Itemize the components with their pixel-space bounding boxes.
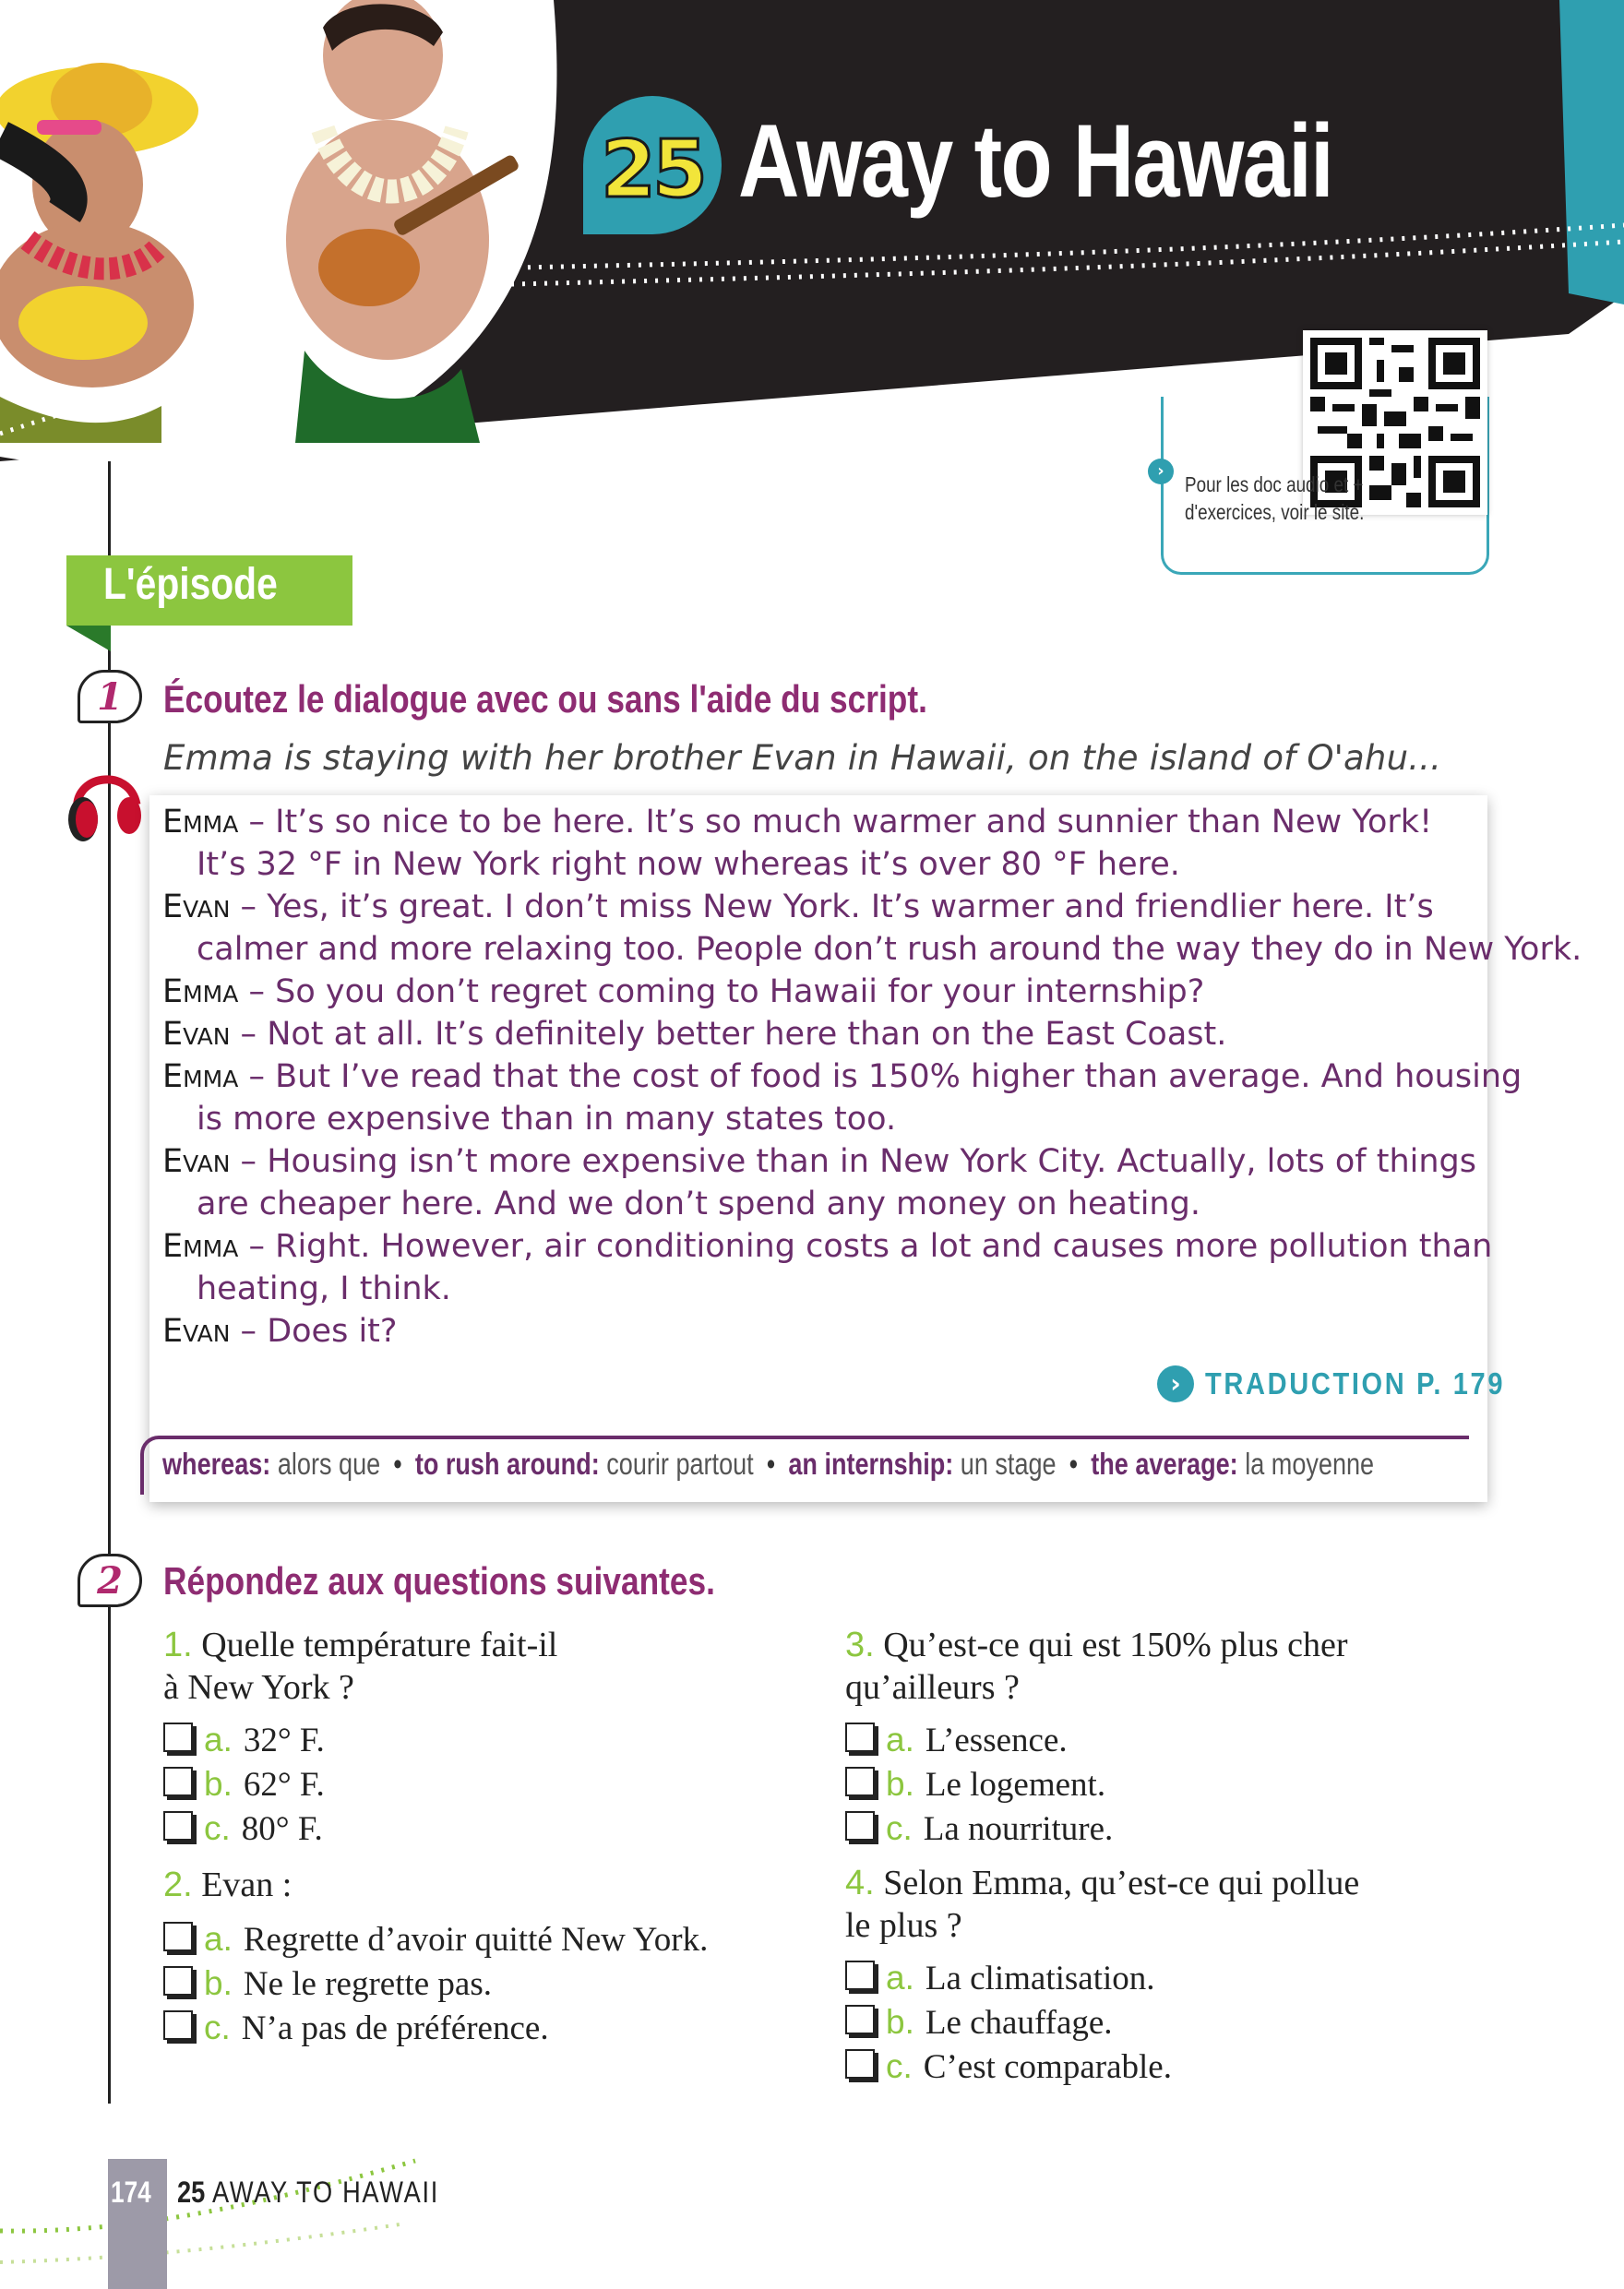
lesson-number-badge: [583, 96, 722, 234]
speaker: Emma: [162, 804, 239, 840]
dialogue-text: Not at all. It’s definitely better here than on the East Coast.: [267, 1016, 1227, 1053]
dialogue-line: Emma – It’s so nice to be here. It’s so much warmer and sunnier than New York!: [162, 804, 1433, 840]
dialogue-line: [162, 1183, 1491, 1225]
translation-link[interactable]: [1157, 1364, 1546, 1404]
option-letter: c.: [204, 2009, 231, 2046]
lesson-number: 25: [601, 124, 704, 216]
qr-note-text: Pour les doc audio et + d'exercices, voir le site.: [1185, 472, 1365, 524]
dialogue-text: calmer and more relaxing too. People don’t rush around the way they do in New York.: [197, 931, 1582, 968]
dialogue-text: It’s 32 °F in New York right now whereas it’s over 80 °F here.: [197, 846, 1180, 883]
dialogue-line: [162, 1268, 1491, 1310]
speaker: Emma: [162, 1228, 239, 1265]
speaker: Evan: [162, 888, 231, 925]
speaker: Evan: [162, 1016, 231, 1053]
option-letter: c.: [886, 1809, 913, 1847]
question-number: 1.: [163, 1626, 193, 1664]
speaker: Evan: [162, 1313, 231, 1350]
answer-option: [845, 1718, 1510, 1762]
checkbox[interactable]: [163, 1723, 193, 1752]
section-label: L'épisode: [103, 560, 278, 609]
glossary-def: un stage: [960, 1447, 1057, 1481]
option-text: Regrette d’avoir quitté New York.: [243, 1920, 709, 1959]
glossary-term: whereas:: [162, 1447, 271, 1481]
question-3: [845, 1624, 1510, 1851]
glossary-def: la moyenne: [1245, 1447, 1375, 1481]
question-line: Evan :: [201, 1866, 293, 1904]
option-text: 62° F.: [243, 1765, 325, 1804]
exercise-1-number-text: 1: [97, 674, 123, 719]
answer-option: [163, 1961, 809, 2006]
question-line: Qu’est-ce qui est 150% plus cher: [883, 1626, 1348, 1664]
question-4: [845, 1862, 1510, 2089]
dialogue-text: are cheaper here. And we don’t spend any money on heating.: [197, 1186, 1200, 1222]
exercise-2-instruction: Répondez aux questions suivantes.: [163, 1559, 715, 1603]
dialogue-text: So you don’t regret coming to Hawaii for your internship?: [275, 973, 1205, 1010]
section-tab-fold: [66, 626, 111, 651]
answer-option: [845, 1806, 1510, 1851]
answer-option: [845, 1762, 1510, 1806]
exercise-2-number-text: 2: [97, 1558, 123, 1603]
checkbox[interactable]: [163, 1811, 193, 1841]
answer-option: [163, 1718, 809, 1762]
option-text: L’essence.: [925, 1721, 1068, 1759]
dialogue-text: But I’ve read that the cost of food is 150% higher than average. And housing: [275, 1058, 1522, 1095]
option-text: Le logement.: [925, 1765, 1106, 1804]
question-text: [845, 1624, 1510, 1666]
page-number: 174: [111, 2176, 151, 2209]
dialogue-intro: Emma is staying with her brother Evan in Hawaii, on the island of O'ahu...: [163, 738, 1442, 778]
checkbox[interactable]: [845, 1811, 875, 1841]
checkbox[interactable]: [163, 1922, 193, 1951]
dialogue-text: Yes, it’s great. I don’t miss New York. It’s warmer and friendlier here. It’s: [267, 888, 1434, 925]
option-text: N’a pas de préférence.: [241, 2009, 549, 2047]
option-letter: b.: [204, 1765, 233, 1803]
answer-option: [163, 1762, 809, 1806]
question-text: [845, 1862, 1510, 1904]
checkbox[interactable]: [845, 1961, 875, 1990]
checkbox[interactable]: [845, 1767, 875, 1796]
checkbox[interactable]: [845, 2049, 875, 2079]
option-letter: c.: [204, 1809, 231, 1847]
option-letter: a.: [886, 1721, 914, 1758]
question-line: qu’ailleurs ?: [845, 1668, 1020, 1707]
question-line: à New York ?: [163, 1668, 354, 1707]
glossary-term: an internship:: [788, 1447, 954, 1481]
glossary-term: to rush around:: [414, 1447, 600, 1481]
speaker: Evan: [162, 1143, 231, 1180]
glossary-def: courir partout: [606, 1447, 754, 1481]
option-text: 80° F.: [241, 1809, 323, 1848]
option-letter: a.: [204, 1920, 233, 1958]
dialogue-line: [162, 843, 1491, 886]
dialogue-line: Evan – Does it?: [162, 1313, 398, 1350]
checkbox[interactable]: [845, 2005, 875, 2034]
option-letter: a.: [204, 1721, 233, 1758]
translation-link-label: TRADUCTION P. 179: [1205, 1366, 1506, 1401]
glossary-term: the average:: [1091, 1447, 1238, 1481]
footer-lesson-number: 25: [177, 2176, 206, 2209]
dialogue-line: Evan – Not at all. It’s definitely better here than on the East Coast.: [162, 1016, 1227, 1053]
question-line: le plus ?: [845, 1906, 962, 1945]
question-number: 3.: [845, 1626, 875, 1664]
checkbox[interactable]: [163, 1966, 193, 1996]
option-letter: a.: [886, 1959, 914, 1997]
option-text: La climatisation.: [925, 1959, 1155, 1997]
question-text: [163, 1624, 809, 1666]
option-text: 32° F.: [243, 1721, 325, 1759]
answer-option: [163, 1806, 809, 1851]
exercise-1-number: [78, 670, 142, 723]
speaker: Emma: [162, 1058, 239, 1095]
dialogue-text: Right. However, air conditioning costs a lot and causes more pollution than: [275, 1228, 1493, 1265]
arrow-icon: ›: [1157, 1365, 1194, 1402]
option-letter: b.: [204, 1964, 233, 2002]
question-2: [163, 1864, 809, 2050]
dialogue-line: [162, 1098, 1491, 1140]
dialogue-text: Housing isn’t more expensive than in New York City. Actually, lots of things: [267, 1143, 1477, 1180]
option-letter: c.: [886, 2047, 913, 2085]
dialogue-line: Emma – So you don’t regret coming to Hawaii for your internship?: [162, 973, 1205, 1010]
answer-option: [845, 2045, 1510, 2089]
glossary: [162, 1447, 1374, 1482]
option-letter: b.: [886, 2003, 914, 2041]
option-letter: b.: [886, 1765, 914, 1803]
footer-title: [177, 2176, 439, 2210]
question-line: Selon Emma, qu’est-ce qui pollue: [883, 1864, 1360, 1902]
answer-option: [845, 2000, 1510, 2045]
dialogue-text: It’s so nice to be here. It’s so much warmer and sunnier than New York!: [275, 804, 1433, 840]
question-1: [163, 1624, 809, 1851]
dialogue-text: is more expensive than in many states too.: [197, 1101, 897, 1138]
arrow-icon: ›: [1148, 459, 1174, 484]
dialogue-line: Emma – Right. However, air conditioning costs a lot and causes more pollution than: [162, 1228, 1493, 1265]
option-text: Ne le regrette pas.: [243, 1964, 492, 2003]
dialogue-line: Evan – Yes, it’s great. I don’t miss New York. It’s warmer and friendlier here. It’s: [162, 888, 1434, 925]
exercise-1-instruction: Écoutez le dialogue avec ou sans l'aide du script.: [163, 677, 927, 721]
dialogue-text: heating, I think.: [197, 1270, 451, 1307]
speaker: Emma: [162, 973, 239, 1010]
bullet-separator: •: [1069, 1447, 1079, 1481]
exercise-2-number: [78, 1554, 142, 1607]
headphones-icon[interactable]: [65, 757, 148, 858]
option-text: Le chauffage.: [925, 2003, 1113, 2042]
footer-lesson-title: AWAY TO HAWAII: [212, 2176, 439, 2209]
question-line: Quelle température fait-il: [201, 1626, 558, 1664]
answer-option: [845, 1956, 1510, 2000]
dialogue-line: Evan – Housing isn’t more expensive than in New York City. Actually, lots of things: [162, 1143, 1477, 1180]
bullet-separator: •: [766, 1447, 776, 1481]
dialogue-line: [162, 928, 1582, 971]
page-title: Away to Hawaii: [738, 103, 1332, 219]
footer-dots: [0, 2150, 424, 2289]
question-number: 4.: [845, 1864, 875, 1902]
answer-option: [163, 1917, 809, 1961]
answer-option: [163, 2006, 809, 2050]
option-text: La nourriture.: [923, 1809, 1114, 1848]
glossary-def: alors que: [277, 1447, 381, 1481]
option-text: C’est comparable.: [923, 2047, 1172, 2086]
checkbox[interactable]: [163, 2010, 193, 2040]
question-number: 2.: [163, 1866, 193, 1904]
bullet-separator: •: [393, 1447, 402, 1481]
question-text: [163, 1864, 809, 1906]
checkbox[interactable]: [163, 1767, 193, 1796]
dialogue-script: [162, 801, 1582, 1353]
dialogue-line: Emma – But I’ve read that the cost of food is 150% higher than average. And housing: [162, 1058, 1522, 1095]
checkbox[interactable]: [845, 1723, 875, 1752]
dialogue-text: Does it?: [267, 1313, 398, 1350]
